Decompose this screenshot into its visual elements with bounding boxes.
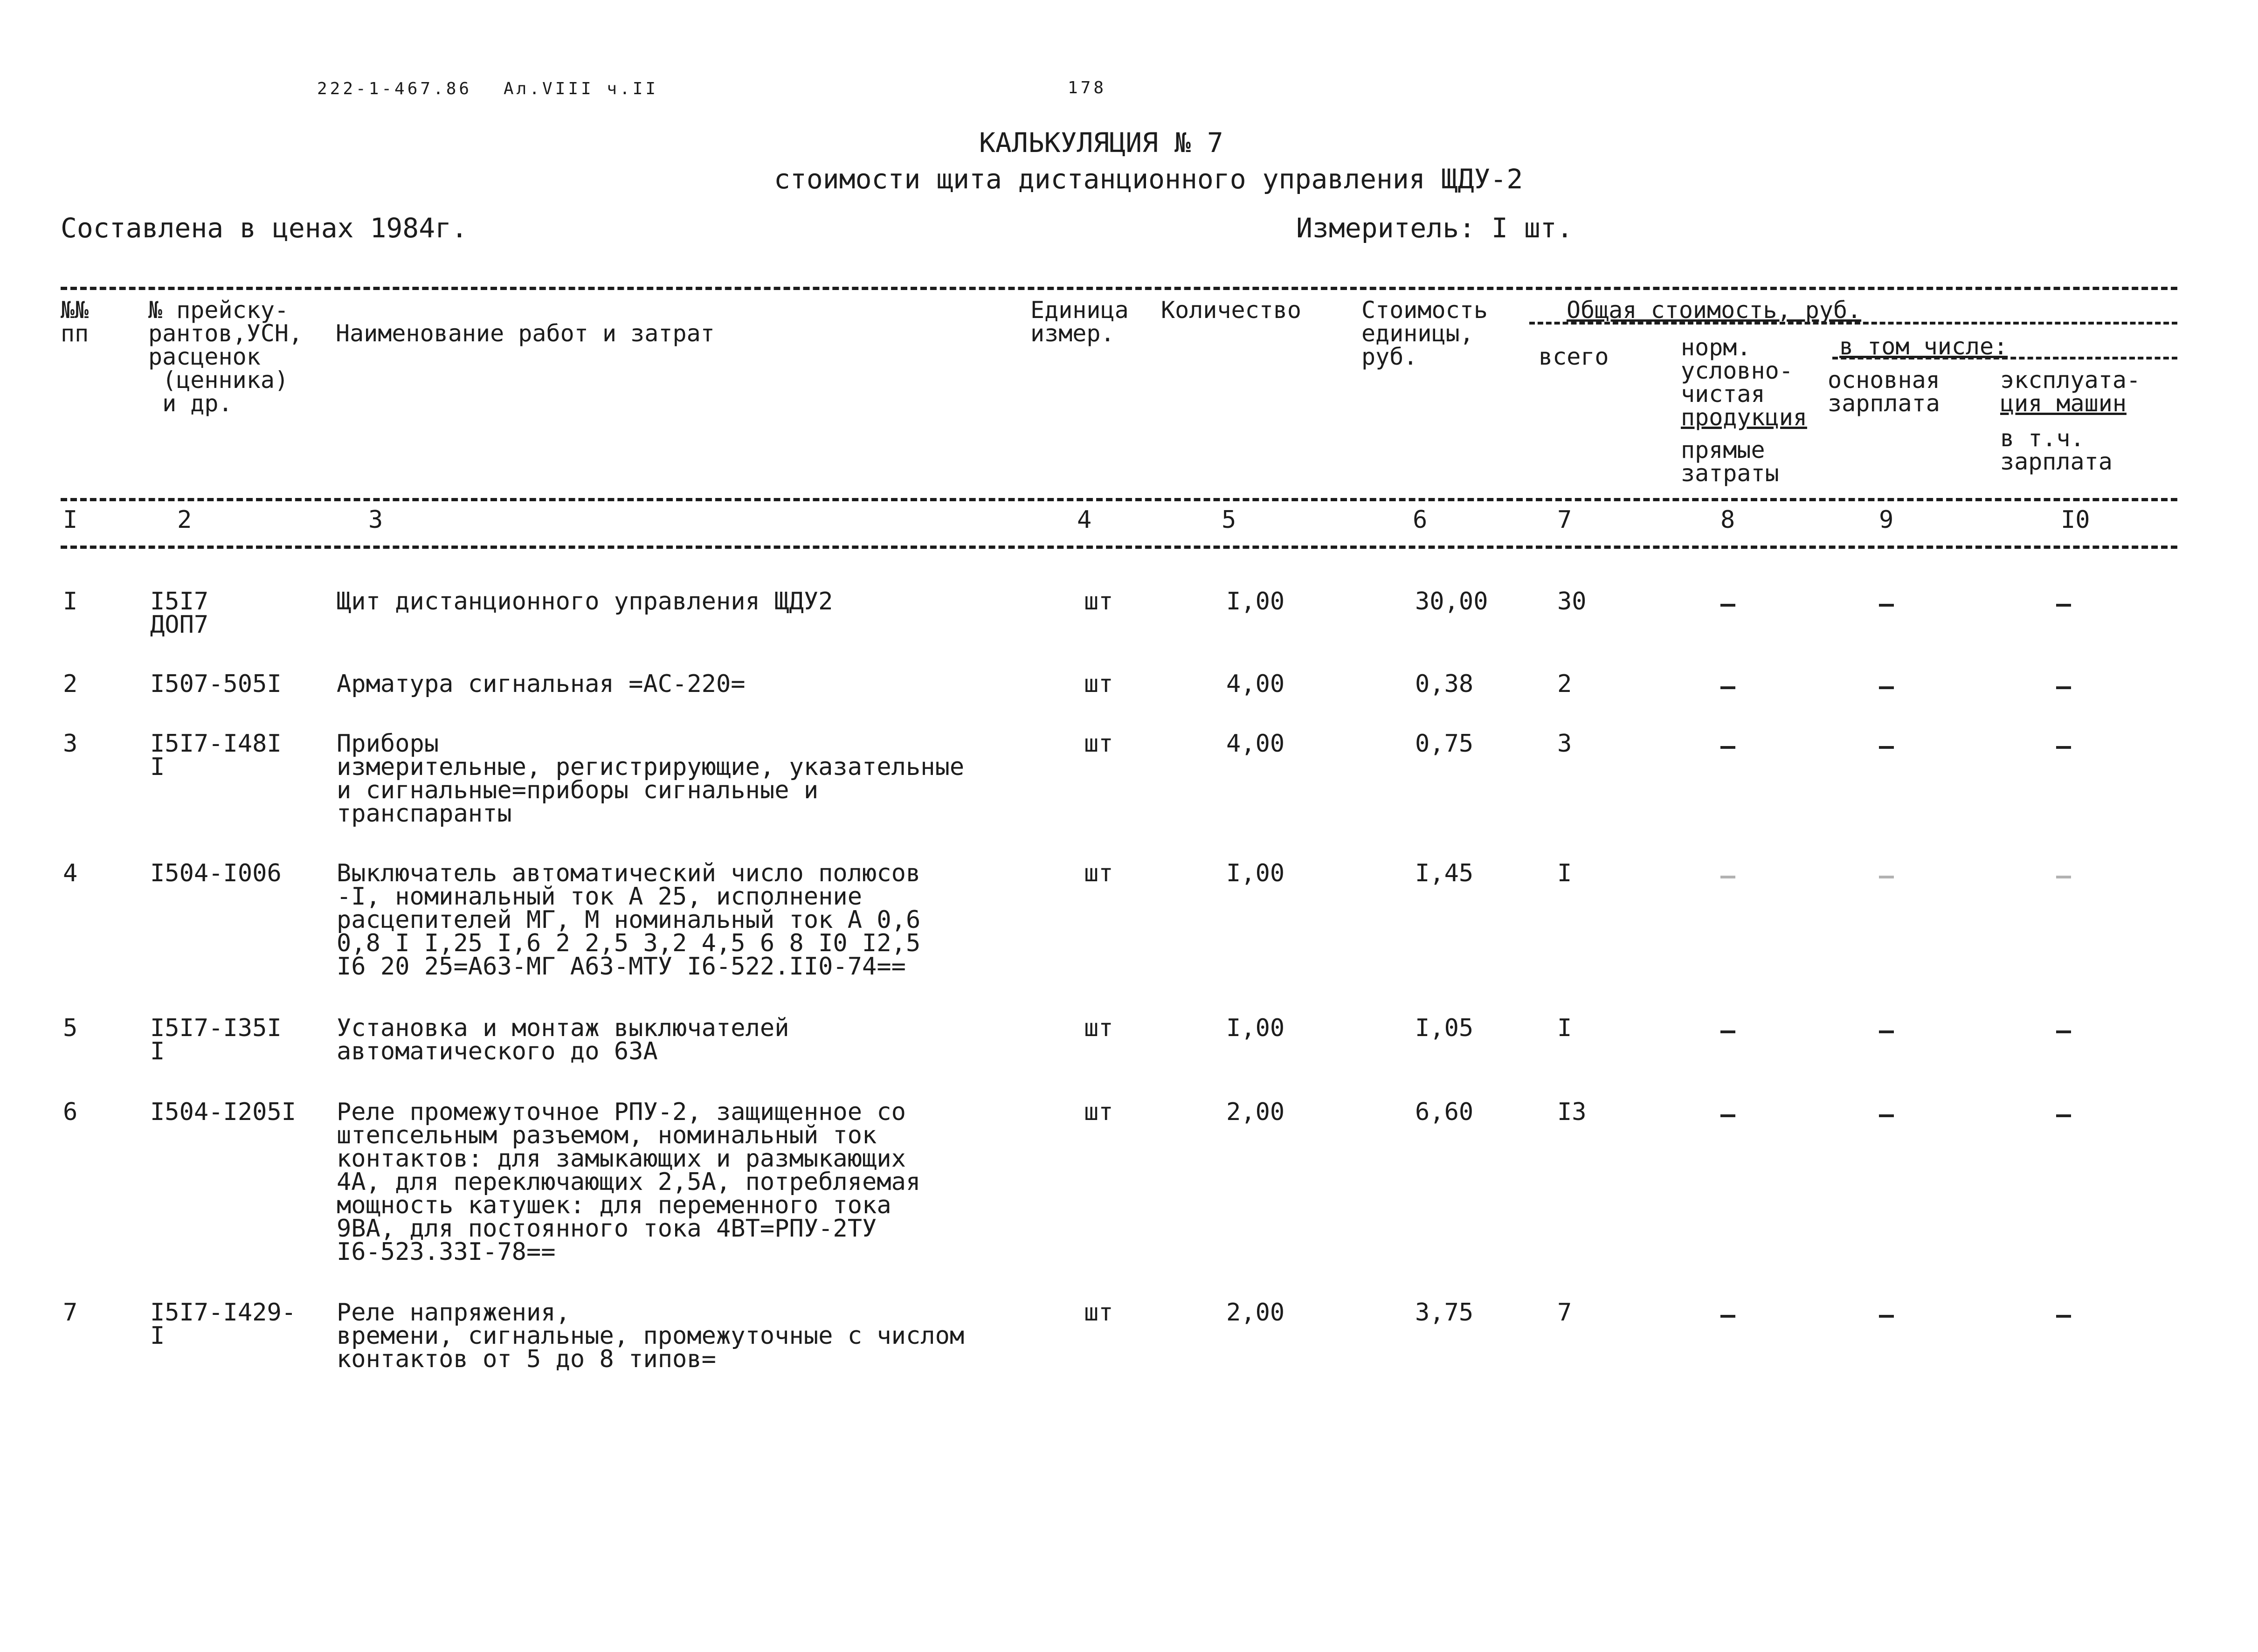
row-7-unit: шт: [1084, 1299, 1113, 1327]
col-number-8: 8: [1720, 506, 1735, 534]
row-1-total: 30: [1557, 588, 1587, 615]
row-3-unit-cost: 0,75: [1415, 730, 1474, 758]
row-4-code: I504-I006: [150, 859, 282, 887]
row-4-machine-dash: [2056, 876, 2071, 878]
header-unit-cost: Стоимость единицы, руб.: [1361, 297, 1488, 370]
row-6-number: 6: [63, 1098, 78, 1126]
row-4-unit: шт: [1084, 859, 1113, 887]
row-2-net-output-dash: [1720, 686, 1735, 689]
row-2-code: I507-505I: [150, 670, 282, 698]
row-7-machine-dash: [2056, 1315, 2071, 1318]
row-3-salary-dash: [1879, 746, 1894, 749]
row-5-net-output-dash: [1720, 1030, 1735, 1033]
row-6-total: I3: [1557, 1098, 1587, 1126]
row-3-number: 3: [63, 730, 78, 758]
row-5-total: I: [1557, 1014, 1572, 1042]
row-4-quantity: I,00: [1226, 859, 1285, 887]
row-7-number: 7: [63, 1299, 78, 1327]
row-1-machine-dash: [2056, 604, 2071, 607]
row-3-unit: шт: [1084, 730, 1113, 758]
col-number-5: 5: [1222, 506, 1236, 534]
row-5-machine-dash: [2056, 1030, 2071, 1033]
row-7-quantity: 2,00: [1226, 1299, 1285, 1327]
row-6-code: I504-I205I: [150, 1098, 297, 1126]
row-4-name: Выключатель автоматический число полюсов -I, номинальный ток А 25, исполнение расцепителей МГ, М номинальный ток А 0,6 0,8 I I,25 I,6 2 2,5 3,2 4,5 6 8 I0 I2,5 I6 20 25=А63-МГ А63-МТУ I6-522.II0-74==: [337, 859, 921, 981]
header-machine-operation: эксплуата-: [2000, 366, 2141, 394]
row-6-unit-cost: 6,60: [1415, 1098, 1474, 1126]
row-5-unit-cost: I,05: [1415, 1014, 1474, 1042]
row-2-total: 2: [1557, 670, 1572, 698]
row-6-salary-dash: [1879, 1114, 1894, 1117]
row-7-total: 7: [1557, 1299, 1572, 1327]
header-unit: Единица измер.: [1030, 297, 1129, 347]
row-3-total: 3: [1557, 730, 1572, 758]
row-5-quantity: I,00: [1226, 1014, 1285, 1042]
document-title: КАЛЬКУЛЯЦИЯ № 7: [979, 127, 1223, 159]
col-number-2: 2: [177, 506, 192, 534]
row-2-name: Арматура сигнальная =АС-220=: [337, 670, 746, 698]
row-7-net-output-dash: [1720, 1315, 1735, 1318]
row-2-unit-cost: 0,38: [1415, 670, 1474, 698]
col-number-6: 6: [1413, 506, 1428, 534]
price-basis: Составлена в ценах 1984г.: [61, 212, 468, 244]
header-pricelist-code: № прейску- рантов,УСН, расценок (ценника) и др.: [148, 297, 303, 417]
document-code: 222-1-467.86: [317, 79, 472, 98]
header-row-number: №№ пп: [61, 297, 89, 347]
header-incl-salary: в т.ч. зарплата: [2000, 425, 2113, 475]
header-total-cost-group: Общая стоимость, руб.: [1567, 297, 1862, 324]
row-2-machine-dash: [2056, 686, 2071, 689]
row-4-salary-dash: [1879, 876, 1894, 878]
row-1-number: I: [63, 588, 78, 615]
unit-of-measure: Измеритель: I шт.: [1296, 212, 1573, 244]
row-1-net-output-dash: [1720, 604, 1735, 607]
album-reference: Ал.VIII ч.II: [504, 79, 659, 98]
row-1-unit: шт: [1084, 588, 1113, 615]
row-1-salary-dash: [1879, 604, 1894, 607]
header-including: в том числе:: [1839, 333, 2008, 360]
col-number-10: I0: [2061, 506, 2090, 534]
header-work-name: Наименование работ и затрат: [336, 320, 715, 347]
row-4-number: 4: [63, 859, 78, 887]
row-7-name: Реле напряжения, времени, сигнальные, промежуточные с числом контактов от 5 до 8 типов=: [337, 1299, 965, 1373]
col-number-3: 3: [368, 506, 383, 534]
document-subtitle: стоимости щита дистанционного управления ЩДУ-2: [774, 163, 1523, 195]
row-7-unit-cost: 3,75: [1415, 1299, 1474, 1327]
header-total: всего: [1539, 343, 1609, 370]
row-5-code: I5I7-I35I I: [150, 1014, 282, 1065]
row-5-number: 5: [63, 1014, 78, 1042]
row-1-unit-cost: 30,00: [1415, 588, 1488, 615]
header-top-rule: [61, 287, 2177, 290]
row-5-salary-dash: [1879, 1030, 1894, 1033]
row-6-name: Реле промежуточное РПУ-2, защищенное со штепсельным разъемом, номинальный ток контактов: для замыкающих и размыкающих 4А, для переключающих 2,5А, потребляемая мощность катушек: для переменного тока 9ВА, для постоянного тока 4ВТ=РПУ-2ТУ I6-523.33I-78==: [337, 1098, 921, 1266]
row-1-quantity: I,00: [1226, 588, 1285, 615]
column-numbers-rule: [61, 546, 2177, 549]
row-7-code: I5I7-I429- I: [150, 1299, 297, 1350]
row-1-name: Щит дистанционного управления ЩДУ2: [337, 588, 833, 615]
row-3-code: I5I7-I48I I: [150, 730, 282, 781]
row-2-number: 2: [63, 670, 78, 698]
col-number-9: 9: [1879, 506, 1894, 534]
row-4-unit-cost: I,45: [1415, 859, 1474, 887]
row-3-name: Приборы измерительные, регистрирующие, указательные и сигнальные=приборы сигнальные и транспаранты: [337, 730, 965, 828]
page-number: 178: [1068, 78, 1107, 97]
row-7-salary-dash: [1879, 1315, 1894, 1318]
col-number-4: 4: [1077, 506, 1092, 534]
row-4-net-output-dash: [1720, 876, 1735, 878]
header-net-output: норм. условно- чистая: [1681, 334, 1793, 408]
header-direct-costs: прямые затраты: [1681, 436, 1779, 487]
row-6-unit: шт: [1084, 1098, 1113, 1126]
row-4-total: I: [1557, 859, 1572, 887]
row-1-code: I5I7 ДОП7: [150, 588, 209, 639]
row-2-unit: шт: [1084, 670, 1113, 698]
row-5-unit: шт: [1084, 1014, 1113, 1042]
header-quantity: Количество: [1161, 297, 1302, 324]
header-net-output-underlined: продукция: [1681, 404, 1807, 431]
row-3-quantity: 4,00: [1226, 730, 1285, 758]
header-machine-operation-underlined: ция машин: [2000, 390, 2127, 417]
row-2-quantity: 4,00: [1226, 670, 1285, 698]
header-base-salary: основная зарплата: [1828, 366, 1940, 417]
row-6-quantity: 2,00: [1226, 1098, 1285, 1126]
row-6-net-output-dash: [1720, 1114, 1735, 1117]
row-2-salary-dash: [1879, 686, 1894, 689]
header-bottom-rule: [61, 498, 2177, 501]
col-number-7: 7: [1557, 506, 1572, 534]
row-3-net-output-dash: [1720, 746, 1735, 749]
row-6-machine-dash: [2056, 1114, 2071, 1117]
row-3-machine-dash: [2056, 746, 2071, 749]
row-5-name: Установка и монтаж выключателей автоматического до 63А: [337, 1014, 789, 1065]
col-number-1: I: [63, 506, 78, 534]
